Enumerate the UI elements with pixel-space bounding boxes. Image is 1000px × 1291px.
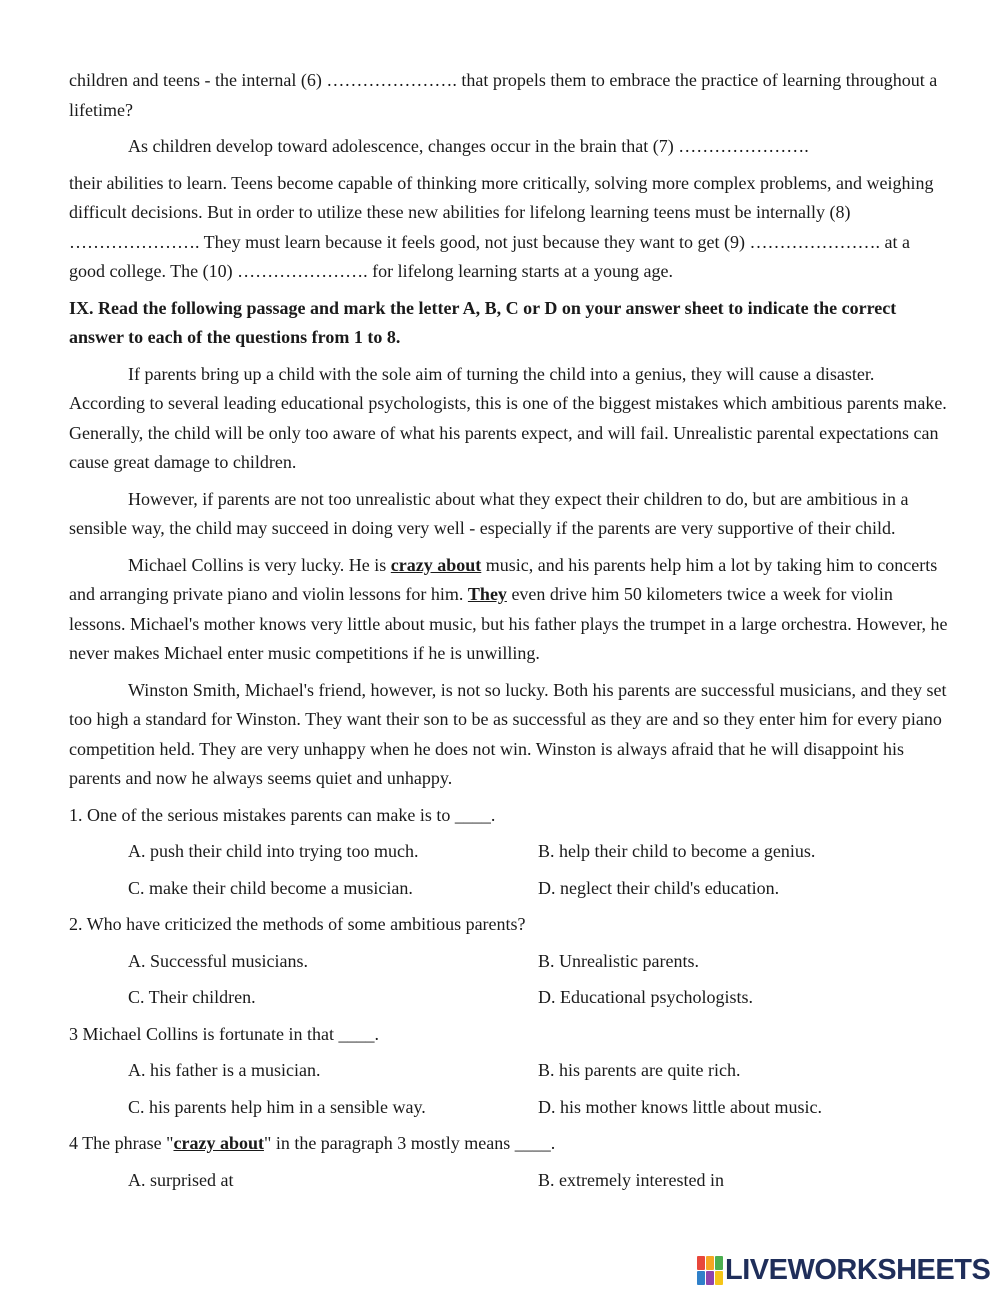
question-2-option-b[interactable]: B. Unrealistic parents. <box>538 950 699 971</box>
liveworksheets-logo-icon <box>697 1256 723 1285</box>
liveworksheets-logo <box>697 1255 990 1285</box>
reading-paragraph-4: Winston Smith, Michael's friend, however, is not so lucky. Both his parents are successful musicians, and they set too high a standard for Winston. They want their son to be as successful as they are and so they enter him for every piano competition held. They are very unhappy when he does not win. Winston is always afraid that he will disappoint his parents and now he always seems quiet and unhappy. <box>69 679 947 788</box>
logo-block-1 <box>697 1256 705 1270</box>
question-2-option-d[interactable]: D. Educational psychologists. <box>538 987 753 1007</box>
question-4-stem <box>69 1129 949 1159</box>
question-1-option-d[interactable]: D. neglect their child's education. <box>538 877 780 898</box>
question-1-stem: 1. One of the serious mistakes parents can make is to ____. <box>69 804 496 825</box>
passage-top-paragraph-1: children and teens - the internal (6) …………………. that propels them to embrace the practice of learning throughout a lifetime? <box>69 70 938 120</box>
question-4-option-b[interactable]: B. extremely interested in <box>538 1169 724 1190</box>
logo-block-5 <box>706 1271 714 1285</box>
reading-paragraph-2: However, if parents are not too unrealistic about what they expect their children to do, but are ambitious in a sensible way, the child may succeed in doing very well - especially if the parents are very supportive of their child. <box>69 488 909 538</box>
question-4-option-a[interactable]: A. surprised at <box>128 1169 234 1190</box>
question-1-options-row-1 <box>69 837 949 867</box>
reading-paragraph-3 <box>69 551 949 669</box>
logo-block-2 <box>706 1256 714 1270</box>
reading-paragraph-3-part-c: even drive him 50 kilometers twice a week for violin lessons. Michael's mother knows very little about music, but his father plays the trumpet in a large orchestra. However, he never makes Michael enter music competitions if he is unwilling. <box>69 584 948 663</box>
reading-paragraph-3-part-a: Michael Collins is very lucky. He is <box>128 554 391 575</box>
question-3-option-a[interactable]: A. his father is a musician. <box>128 1060 321 1080</box>
question-2-option-a[interactable]: A. Successful musicians. <box>128 950 308 971</box>
question-3-option-d[interactable]: D. his mother knows little about music. <box>538 1096 822 1117</box>
question-2-options-row-1 <box>69 947 949 977</box>
question-1-options-row-2 <box>69 874 949 904</box>
section-heading: IX. Read the following passage and mark the letter A, B, C or D on your answer sheet to indicate the correct answer to each of the questions from 1 to 8. <box>69 297 897 347</box>
question-4-stem-part-a: 4 The phrase " <box>69 1133 174 1153</box>
question-1-option-a[interactable]: A. push their child into trying too much. <box>128 841 419 861</box>
question-1-option-b[interactable]: B. help their child to become a genius. <box>538 841 816 861</box>
question-2-stem: 2. Who have criticized the methods of some ambitious parents? <box>69 914 526 934</box>
question-2-option-c[interactable]: C. Their children. <box>128 987 256 1007</box>
liveworksheets-logo-text: LIVEWORKSHEETS <box>725 1253 991 1286</box>
question-3-options-row-2 <box>69 1093 949 1123</box>
question-1-option-c[interactable]: C. make their child become a musician. <box>128 877 413 898</box>
logo-block-4 <box>697 1271 705 1285</box>
highlight-crazy-about: crazy about <box>390 554 482 575</box>
logo-block-6 <box>715 1271 723 1285</box>
question-3-options-row-1 <box>69 1056 949 1086</box>
passage-top-paragraph-2-first-line: As children develop toward adolescence, changes occur in the brain that (7) …………………. <box>128 136 809 156</box>
reading-paragraph-1: If parents bring up a child with the sole aim of turning the child into a genius, they will cause a disaster. According to several leading educational psychologists, this is one of the biggest mistakes which ambitious parents make. Generally, the child will be only too aware of what his parents expect, and will fail. Unrealistic parental expectations can cause great damage to children. <box>69 363 947 472</box>
reading-paragraph-3-part-b: music, and his parents help him a lot by taking him to concerts and arranging private piano and violin lessons for him. <box>69 554 938 604</box>
question-4-highlight-crazy-about: crazy about <box>173 1133 264 1153</box>
passage-top-paragraph-2-rest: their abilities to learn. Teens become capable of thinking more critically, solving more complex problems, and weighing difficult decisions. But in order to utilize these new abilities for lifelong learning teens must be internally (8) …………………. They must learn because it feels good, not just because they want to get (9) …………………. at a good college. The (10) …………………. for lifelong learning starts at a young age. <box>69 172 934 281</box>
question-3-option-c[interactable]: C. his parents help him in a sensible way. <box>128 1096 426 1117</box>
question-3-stem: 3 Michael Collins is fortunate in that ____. <box>69 1023 379 1044</box>
highlight-they: They <box>467 584 507 604</box>
question-4-options-row-1 <box>69 1166 949 1196</box>
question-3-option-b[interactable]: B. his parents are quite rich. <box>538 1060 741 1080</box>
worksheet-page <box>69 66 949 1195</box>
logo-block-3 <box>715 1256 723 1270</box>
question-2-options-row-2 <box>69 983 949 1013</box>
question-4-stem-part-b: " in the paragraph 3 mostly means ____. <box>263 1133 556 1153</box>
